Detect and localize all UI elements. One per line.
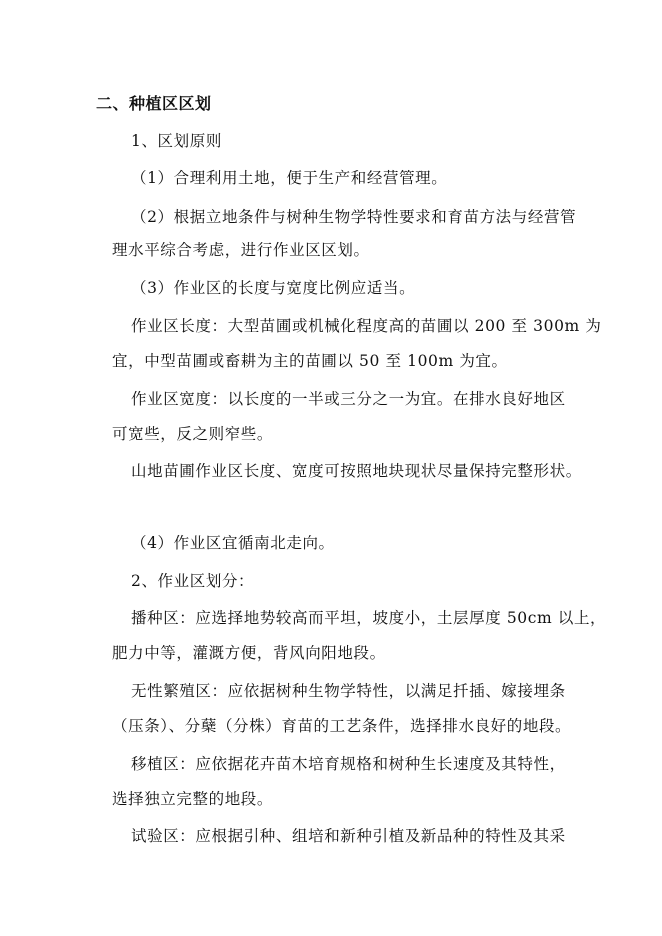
principle-2-line-2: 理水平综合考虑，进行作业区区划。 xyxy=(112,241,370,259)
length-paragraph-line-2: 宜，中型苗圃或畜耕为主的苗圃以 50 至 100m 为宜。 xyxy=(112,352,508,370)
width-paragraph-line-2: 可宽些，反之则窄些。 xyxy=(112,425,274,443)
transplant-area-line-1: 移植区：应依据花卉苗木培育规格和树种生长速度及其特性， xyxy=(131,755,566,773)
sowing-area-line-1: 播种区：应选择地势较高而平坦，坡度小，土层厚度 50cm 以上， xyxy=(131,609,607,627)
subsection-heading-1: 1、区划原则 xyxy=(131,132,222,150)
asexual-area-line-1: 无性繁殖区：应依据树种生物学特性，以满足扦插、嫁接埋条 xyxy=(131,682,566,700)
principle-4: （4）作业区宜循南北走向。 xyxy=(131,534,335,552)
principle-2-line-1: （2）根据立地条件与树种生物学特性要求和育苗方法与经营管 xyxy=(131,208,577,226)
asexual-area-line-2: （压条）、分蘖（分株）育苗的工艺条件，选择排水良好的地段。 xyxy=(112,717,572,735)
principle-3: （3）作业区的长度与宽度比例应适当。 xyxy=(131,279,416,297)
mountain-nursery-paragraph: 山地苗圃作业区长度、宽度可按照地块现状尽量保持完整形状。 xyxy=(131,462,582,480)
principle-1: （1）合理利用土地，便于生产和经营管理。 xyxy=(131,169,448,187)
section-title: 二、种植区区划 xyxy=(96,94,212,113)
transplant-area-line-2: 选择独立完整的地段。 xyxy=(112,790,274,808)
length-paragraph-line-1: 作业区长度：大型苗圃或机械化程度高的苗圃以 200 至 300m 为 xyxy=(131,317,602,335)
width-paragraph-line-1: 作业区宽度：以长度的一半或三分之一为宜。在排水良好地区 xyxy=(131,390,566,408)
subsection-heading-2: 2、作业区划分： xyxy=(131,572,255,590)
sowing-area-line-2: 肥力中等，灌溉方便，背风向阳地段。 xyxy=(112,644,386,662)
trial-area-line-1: 试验区：应根据引种、组培和新种引植及新品种的特性及其采 xyxy=(131,827,566,845)
